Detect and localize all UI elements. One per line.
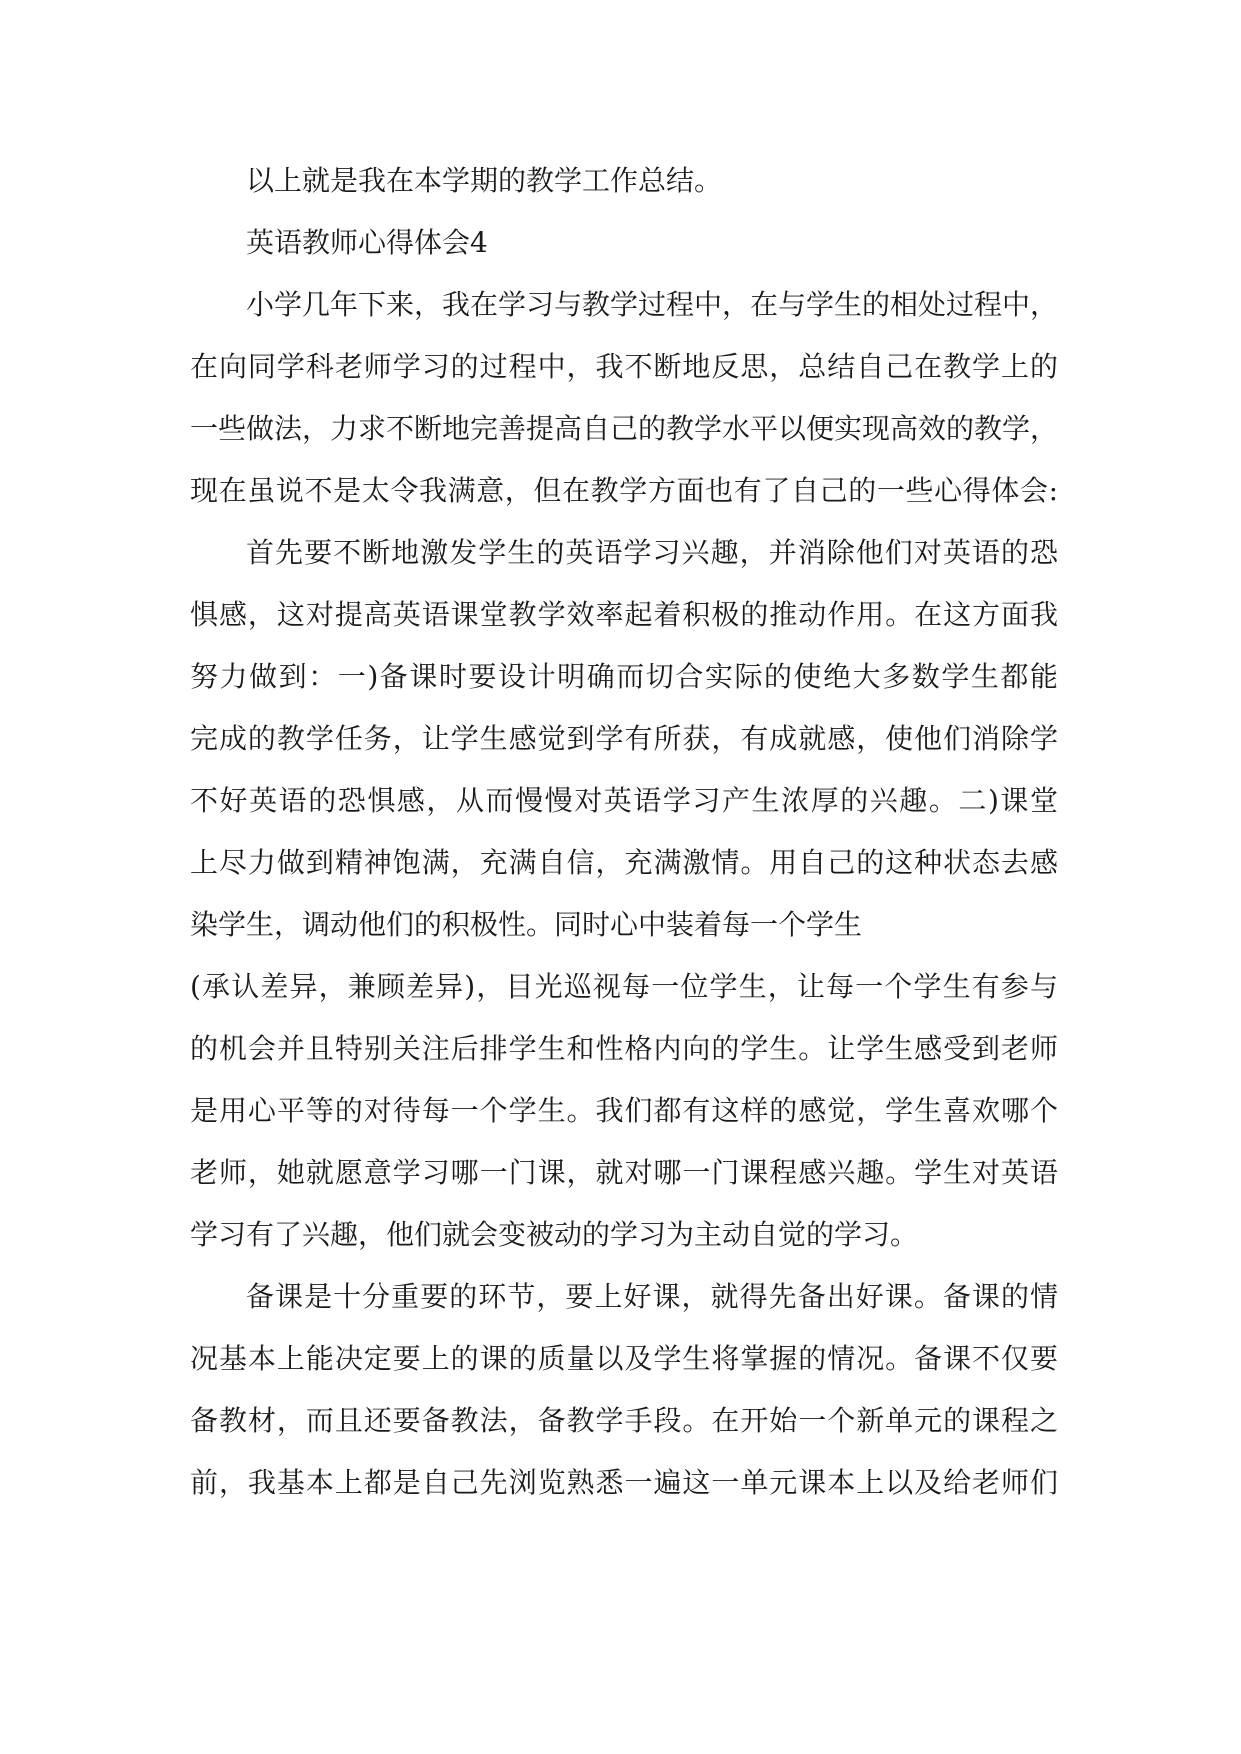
paragraph-line: (承认差异，兼顾差异)，目光巡视每一位学生，让每一个学生有参与: [190, 970, 1058, 1003]
paragraph-line: 备教材，而且还要备教法，备教学手段。在开始一个新单元的课程之: [190, 1404, 1058, 1437]
paragraph-line: 现在虽说不是太令我满意，但在教学方面也有了自己的一些心得体会:: [190, 474, 1058, 507]
paragraph-line: 在向同学科老师学习的过程中，我不断地反思，总结自己在教学上的: [190, 350, 1058, 383]
paragraph-line: 不好英语的恐惧感，从而慢慢对英语学习产生浓厚的兴趣。二)课堂: [190, 784, 1058, 817]
paragraph-line: 是用心平等的对待每一个学生。我们都有这样的感觉，学生喜欢哪个: [190, 1094, 1058, 1127]
paragraph-line: 况基本上能决定要上的课的质量以及学生将掌握的情况。备课不仅要: [190, 1342, 1058, 1375]
paragraph-line: 惧感，这对提高英语课堂教学效率起着积极的推动作用。在这方面我: [190, 598, 1058, 631]
paragraph-line: 首先要不断地激发学生的英语学习兴趣，并消除他们对英语的恐: [246, 536, 1058, 569]
paragraph-line: 备课是十分重要的环节，要上好课，就得先备出好课。备课的情: [246, 1280, 1058, 1313]
paragraph-line: 小学几年下来，我在学习与教学过程中，在与学生的相处过程中，: [246, 288, 1059, 321]
paragraph-line: 染学生，调动他们的积极性。同时心中装着每一个学生: [190, 908, 863, 941]
paragraph-line: 完成的教学任务，让学生感觉到学有所获，有成就感，使他们消除学: [190, 722, 1058, 755]
paragraph-line: 前，我基本上都是自己先浏览熟悉一遍这一单元课本上以及给老师们: [190, 1466, 1058, 1499]
section-heading: 英语教师心得体会4: [246, 226, 488, 259]
paragraph-line: 努力做到：一)备课时要设计明确而切合实际的使绝大多数学生都能: [190, 660, 1058, 693]
paragraph-line: 上尽力做到精神饱满，充满自信，充满激情。用自己的这种状态去感: [190, 846, 1058, 879]
paragraph-line: 一些做法，力求不断地完善提高自己的教学水平以便实现高效的教学，: [190, 412, 1059, 445]
paragraph-line: 的机会并且特别关注后排学生和性格内向的学生。让学生感受到老师: [190, 1032, 1058, 1065]
paragraph-line: 学习有了兴趣，他们就会变被动的学习为主动自觉的学习。: [190, 1218, 919, 1251]
paragraph-line: 老师，她就愿意学习哪一门课，就对哪一门课程感兴趣。学生对英语: [190, 1156, 1058, 1189]
closing-sentence: 以上就是我在本学期的教学工作总结。: [246, 164, 723, 197]
